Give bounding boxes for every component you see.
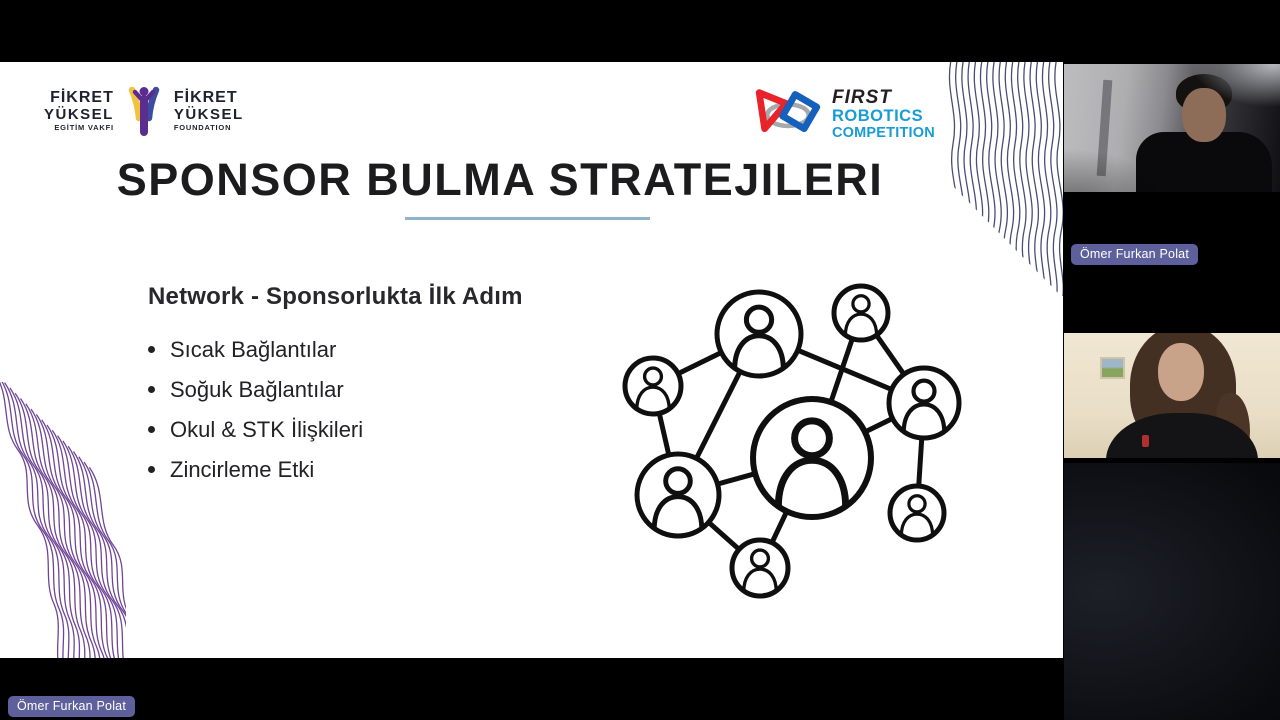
wavy-lines-icon <box>0 382 126 658</box>
shirt-logo <box>1142 435 1149 447</box>
fikret-logo-turkish-text: FİKRET YÜKSEL EGİTİM VAKFI <box>44 89 114 132</box>
slide-subtitle: Network - Sponsorlukta İlk Adım <box>148 283 523 310</box>
bullet-dot <box>148 466 155 473</box>
wall-picture <box>1100 357 1125 379</box>
participant-video-4[interactable] <box>1064 463 1280 720</box>
participant-video-1[interactable] <box>1064 64 1280 192</box>
triangle-square-gear-icon <box>752 86 824 138</box>
presenter-name-label: Ömer Furkan Polat <box>8 696 135 717</box>
first-robotics-competition-logo <box>752 86 935 140</box>
bullet-item: Okul & STK İlişkileri <box>148 415 618 455</box>
bullet-item: Sıcak Bağlantılar <box>148 335 618 375</box>
bullet-dot <box>148 426 155 433</box>
fikret-logo-english-text: FİKRET YÜKSEL FOUNDATION <box>173 89 244 132</box>
participant-name-label: Ömer Furkan Polat <box>1071 244 1198 265</box>
participant-video-3[interactable] <box>1064 333 1280 458</box>
title-underline <box>405 217 650 220</box>
wall-detail <box>1097 80 1113 176</box>
participants-sidebar <box>1063 0 1280 720</box>
first-logo-text: FIRST ROBOTICS COMPETITION <box>832 87 935 141</box>
bullet-dot <box>148 386 155 393</box>
people-network-icon <box>612 278 972 608</box>
person-raised-arms-icon <box>121 86 167 136</box>
participant-silhouette <box>1176 74 1232 112</box>
bullet-item: Soğuk Bağlantılar <box>148 375 618 415</box>
bullet-item: Zincirleme Etki <box>148 455 618 495</box>
participant-silhouette <box>1182 88 1226 142</box>
presentation-slide <box>0 62 1063 658</box>
participant-silhouette <box>1158 343 1204 401</box>
bullet-dot <box>148 346 155 353</box>
slide-title: SPONSOR BULMA STRATEJILERI <box>116 154 884 205</box>
participant-silhouette <box>1136 132 1272 192</box>
fikret-yuksel-foundation-logo <box>44 86 244 136</box>
bullet-list <box>148 335 618 495</box>
